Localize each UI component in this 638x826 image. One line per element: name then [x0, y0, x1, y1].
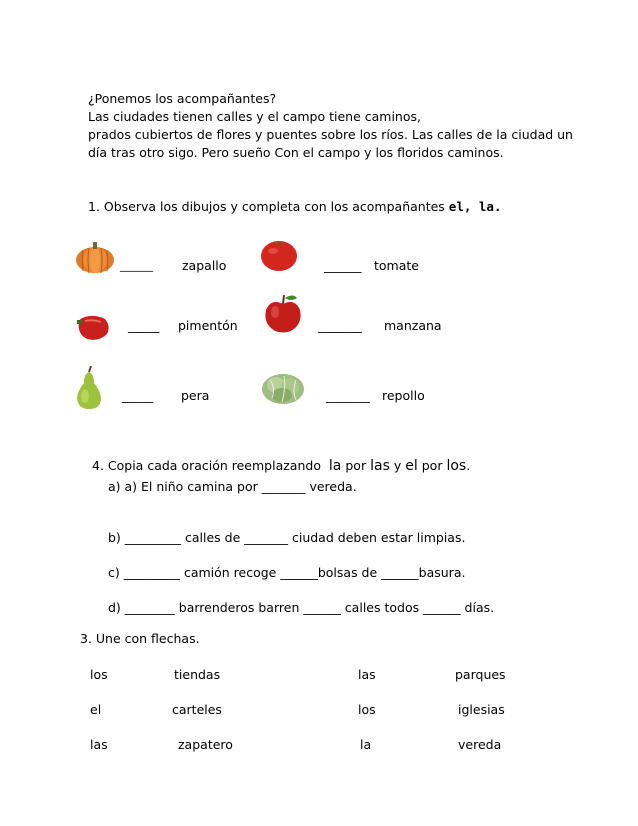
blank-pimenton[interactable]: _____	[128, 318, 160, 333]
word-pera: pera	[181, 388, 210, 403]
tomato-icon	[259, 235, 299, 273]
word-la: la	[328, 458, 342, 474]
exercise-4-instruction	[92, 458, 470, 474]
intro-line-3: día tras otro sigo. Pero sueño Con el campo y los floridos caminos.	[88, 145, 504, 160]
intro-line-1: Las ciudades tienen calles y el campo tiene caminos,	[88, 109, 421, 124]
word-repollo: repollo	[382, 388, 425, 403]
word-los: los	[446, 458, 467, 474]
blank-zapallo[interactable]: ______	[120, 259, 153, 272]
match-right-article[interactable]: los	[358, 702, 376, 717]
word-pimenton: pimentón	[178, 318, 238, 333]
blank-pera[interactable]: _____	[122, 388, 154, 403]
exercise-1-instruction-text: 1. Observa los dibujos y completa con los acompañantes	[88, 199, 445, 214]
word-por-2: por	[421, 458, 443, 473]
match-right-noun[interactable]: vereda	[458, 737, 502, 752]
exercise-1-articles: el, la.	[448, 199, 502, 214]
pear-icon	[73, 366, 105, 410]
match-left-article[interactable]: los	[90, 667, 108, 682]
word-por-1: por	[345, 458, 367, 473]
exercise-4-instruction-text: 4. Copia cada oración reemplazando	[92, 458, 321, 473]
match-right-noun[interactable]: parques	[455, 667, 506, 682]
exercise-3-instruction: 3. Une con flechas.	[80, 631, 200, 646]
cabbage-icon	[260, 370, 306, 406]
blank-tomate[interactable]: ______	[324, 258, 362, 273]
match-right-article[interactable]: las	[358, 667, 376, 682]
sentence-c[interactable]: c) _________ camión recoge ______bolsas de ______basura.	[108, 565, 466, 580]
match-left-noun[interactable]: carteles	[172, 702, 222, 717]
word-las: las	[370, 458, 390, 474]
intro-line-2: prados cubiertos de flores y puentes sobre los ríos. Las calles de la ciudad un	[88, 127, 573, 142]
word-manzana: manzana	[384, 318, 442, 333]
word-zapallo: zapallo	[182, 258, 227, 273]
word-el: el	[405, 458, 418, 474]
pumpkin-icon	[74, 239, 116, 275]
sentence-a[interactable]: a) a) El niño camina por _______ vereda.	[108, 479, 357, 494]
match-right-noun[interactable]: iglesias	[458, 702, 505, 717]
match-left-noun[interactable]: zapatero	[178, 737, 233, 752]
match-left-article[interactable]: el	[90, 702, 102, 717]
match-left-article[interactable]: las	[90, 737, 108, 752]
worksheet-title: ¿Ponemos los acompañantes?	[88, 91, 277, 106]
word-y: y	[393, 458, 402, 473]
pepper-icon	[73, 312, 113, 342]
sentence-d[interactable]: d) ________ barrenderos barren ______ calles todos ______ días.	[108, 600, 495, 615]
match-right-article[interactable]: la	[360, 737, 372, 752]
match-left-noun[interactable]: tiendas	[174, 667, 221, 682]
blank-manzana[interactable]: _______	[318, 318, 362, 333]
instruction-period: .	[466, 458, 471, 473]
apple-icon	[261, 292, 305, 334]
blank-repollo[interactable]: _______	[326, 388, 370, 403]
exercise-1-instruction	[88, 199, 501, 214]
word-tomate: tomate	[374, 258, 419, 273]
sentence-b[interactable]: b) _________ calles de _______ ciudad deben estar limpias.	[108, 530, 466, 545]
